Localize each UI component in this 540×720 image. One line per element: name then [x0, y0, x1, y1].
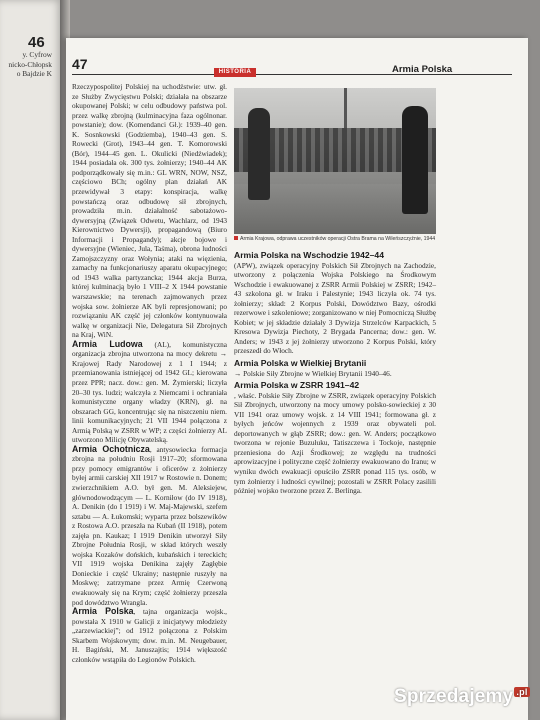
page-number: 47	[72, 56, 88, 72]
column-2	[234, 248, 436, 496]
entry-title: Armia Ludowa	[72, 338, 143, 349]
entry-title: Armia Ochotnicza	[72, 443, 150, 454]
caption-text: Armia Krajowa, odprawa uczestników operacji Ostra Brama na Wileńszczyźnie, 1944	[240, 236, 436, 242]
left-page-edge	[0, 0, 62, 720]
entry-text: , antysowiecka formacja zbrojna na południu Rosji 1917–20; sformowana przy pomocy emigrantów i oficerów z żołnierzy byłej armii carskiej XII 1917 w Rostowie n. Donem; zwierzchnikiem A.O. był gen. M. Aleksiejew, głównodowodzącym — L. Korniłow (do IV 1918), A. Denikin (do I 1919) i W. Maj-Majewski, szefem sztabu — A. Łukomski; wyparta przez bolszewików z Rostowa A.O. przeszła na Kubań (II 1918), potem zajęła pn. Kaukaz; I 1919 Denikin utworzył Siły Zbrojne Południa Rosji, w skład których weszły wojska Kozaków dońskich, kubańskich i tereckich; VII 1919 wojska Denikina zajęły Zagłębie Donieckie i część Ukrainy; następnie ruszyły na Moskwę; zatrzymane przez Armię Czerwoną ewakuowały się na Krym; część żołnierzy przeszła pod dowództwo Wrangla.	[72, 444, 227, 607]
left-page-fragments	[0, 50, 62, 79]
photo-officer	[248, 108, 270, 200]
entry-armia-polska-wb	[234, 359, 436, 378]
intro-paragraph: Rzeczypospolitej Polskiej na uchodźstwie: utw. gł. ze Służby Zwycięstwu Polski; działała na obszarze okupowanej Polski; w celu odbudowy państwa pol. przez walkę zbrojną (kulminacyjna faza ogólnonar. powstanie); dow. (Komendanci Gł.): 1939–40 gen. K. Sosnkowski (Godziemba), 1940–43 gen. S. Rowecki (Grot), 1943–44 gen. T. Komorowski (Bór), 1944–45 gen. L. Okulicki (Niedźwiadek); 1944 posiadała ok. 300 tys. żołnierzy; 1940–44 AK podporządkowały się m.in.: GL WRN, NOW, NSZ, częściowo BCh; ogólny plan działań AK przewidywał 3 etapy: konspiracja, walkę powstańczą oraz odbudowę sił zbrojnych, prowadziła m.in. działalność sabotażowo-dywersyjną (Związek Odwetu, Wachlarz, od 1943 Kierownictwo Dywersji), propagandową (Biuro Informacji i Propagandy); akcje bojowe i dywersyjne (Wieniec, Jula, Taśma), obrona ludności Zamojszczyzny oraz Wołynia; ataki na więzienia, zamachy na funkcjonariuszy aparatu okupacyjnego; od 1943 walka partyzancka; 1944 akcja Burza, której kulminacją było 1 VIII–2 X 1944 powstanie warszawskie; na terenach zajmowanych przez wojska sow. żołnierze AK byli represjonowani; po rozwiązaniu AK część jej członków kontynuowała walkę w organizacji Nie, Delegatura Sił Zbrojnych na Kraj, WiN.	[72, 82, 227, 340]
entry-text: → Polskie Siły Zbrojne w Wielkiej Brytanii 1940–46.	[234, 368, 392, 378]
photo-tree	[344, 88, 347, 128]
entry-armia-polska-zsrr	[234, 381, 436, 496]
left-fragment: nicko-Chłopsk	[8, 59, 52, 69]
entry-armia-ochotnicza	[72, 445, 227, 607]
left-fragment: y. Cyfrow	[22, 50, 52, 59]
entry-text: , właśc. Polskie Siły Zbrojne w ZSRR, związek operacyjny Polskich Sił Zbrojnych, utworzony na mocy umowy polsko-sowieckiej z 30 VII 1941 oraz umowy wojsk. z 14 VIII 1941; formowana gł. z byłych jeńców wojennych z 1939 oraz obywateli pol. deportowanych w głąb ZSRR; dow.: gen. W. Anders; początkowo tworzona w rejonie Buzułuku, Tatiszczewa i Tockoje, następnie przeniesiona do Azji Środkowej; ze względu na trudności aprowizacyjne i polityczne część żołnierzy ewakuowano do Iranu; w wyniku dwóch ewakuacji opuściło ZSRR ponad 115 tys. osób, w tym żołnierzy i ludności cywilnej; pozostali w ZSRR Polacy zasilili później wojsko tworzone przez Z. Berlinga.	[234, 390, 436, 496]
entry-armia-polska	[72, 607, 227, 664]
right-page	[66, 38, 528, 720]
entry-text: (APW), związek operacyjny Polskich Sił Zbrojnych na Zachodzie, utworzony z połączenia Wojska Polskiego na Środkowym Wschodzie i ewakuowanej z ZSRR Armii Polskiej w ZSRR; 1942–43 szkolona gł. w Iraku i Palestynie; 1943 liczyła ok. 74 tys. żołnierzy; skład: 2 Korpus Polski, Dowództwo Bazy, ośrodki rezerwowe i szkoleniowe; zorganizowano w niej Pomocniczą Służbę Kobiet; w jej składzie działały 3 Dywizja Strzelców Karpackich, 5 Kresowa Dywizja Piechoty, 2 Brygada Pancerna; dow.: gen. W. Anders; w 1943 z jej żołnierzy utworzono 2 Korpus Polski, który przeszedł do Włoch.	[234, 260, 436, 356]
photo-officer	[402, 106, 428, 214]
entry-text: (AL), komunistyczna organizacja zbrojna utworzona na mocy dekretu → Krajowej Rady Narodowej z 1 I 1944; z przemianowania istniejącej od 1942 GL; kierowana przez PPR; nacz. dow.: gen. M. Żymierski; liczyła 20–30 tys. ludzi; walczyła z Niemcami i ochraniała komunistyczne organy władzy (KRN), gł. na obszarach GG, koncentrując się na niszczeniu niem. linii komunikacyjnych; 21 VII 1944 połączona z Armią Polską w ZSRR w WP; z części żołnierzy AL utworzono Milicję Obywatelską.	[72, 339, 227, 445]
entry-apw	[234, 251, 436, 356]
photo-caption	[234, 236, 436, 242]
entry-title: Armia Polska	[72, 606, 134, 617]
entry-title: Armia Polska na Wschodzie 1942–44	[234, 250, 384, 260]
watermark-logo: Sprzedajemy .pl	[394, 686, 528, 707]
column-1	[72, 82, 227, 664]
left-page-number: 46	[28, 34, 45, 51]
running-title: Armia Polska	[392, 64, 453, 75]
entry-title: Armia Polska w Wielkiej Brytanii	[234, 358, 367, 369]
section-badge: HISTORIA	[214, 68, 256, 77]
caption-marker-icon	[234, 236, 238, 240]
archival-photo	[234, 88, 436, 234]
entry-title: Armia Polska w ZSRR 1941–42	[234, 380, 360, 391]
entry-armia-ludowa	[72, 340, 227, 445]
left-fragment: o Bajdzie K	[16, 69, 52, 79]
entry-text: , tajna organizacja wojsk., powstała X 1910 w Galicji z inicjatywy młodzieży „zarzewiackiej”; od 1912 połączona z Polskim Skarbem Wojskowym; dow. m.in. M. Neugebauer, H. Bagiński, M. Januszajtis; 1914 większość członków wstąpiła do Legionów Polskich.	[72, 607, 227, 664]
